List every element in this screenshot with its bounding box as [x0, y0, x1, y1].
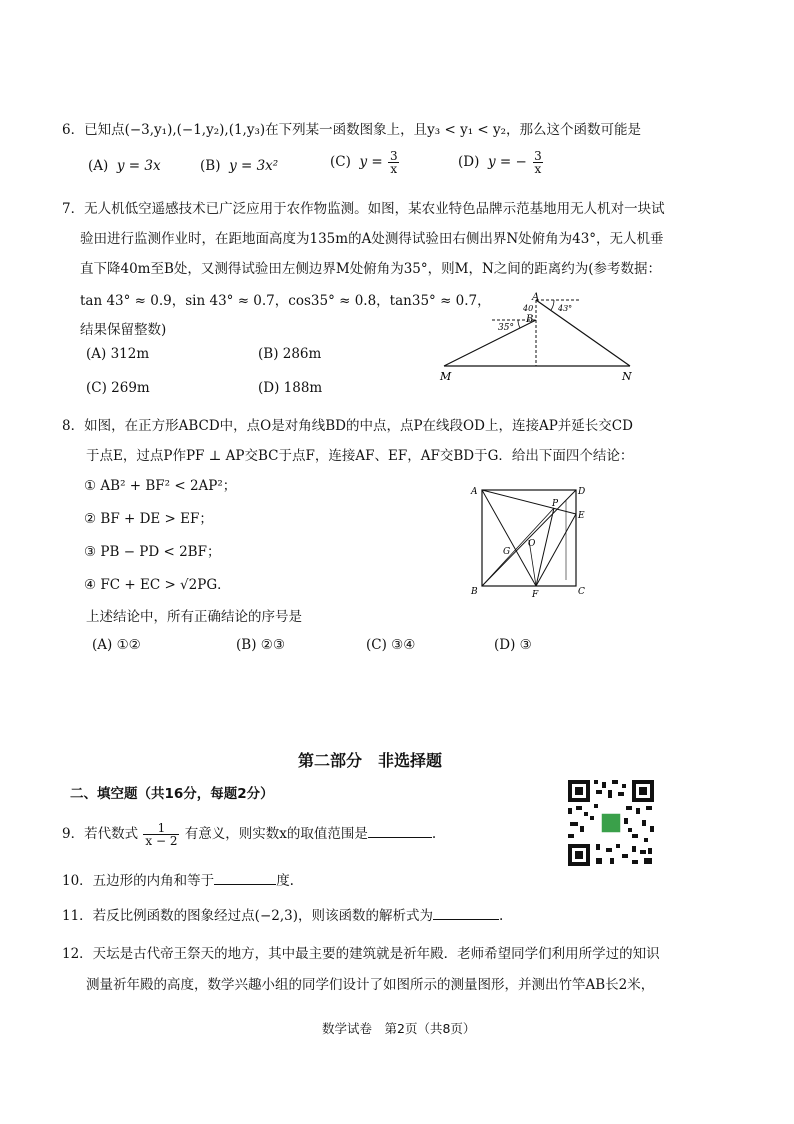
part2-title: 第二部分 非选择题 — [298, 751, 443, 770]
q7-option-d: (D) 188m — [258, 380, 323, 396]
q8-figure — [466, 480, 594, 598]
q9: 9．若代数式 $\frac{1}{x - 2}$ 有意义，则实数x的取值范围是 . — [62, 821, 437, 848]
q8-fig-label-a: A — [471, 487, 478, 497]
q6-option-a: (A) y = 3x — [88, 158, 161, 174]
q11: 11．若反比例函数的图象经过点(−2,3)，则该函数的解析式为 . — [62, 908, 504, 924]
q7-line4: tan 43° ≈ 0.9，sin 43° ≈ 0.7，cos35° ≈ 0.8，tan35° ≈ 0.7， — [80, 293, 491, 309]
q7-fig-label-n: N — [622, 370, 632, 383]
q7-fig-label-43: 43° — [558, 304, 573, 313]
q6-stem: 6．已知点(−3,y₁),(−1,y₂),(1,y₃)在下列某一函数图象上，且y₃ < y₁ < y₂，那么这个函数可能是 — [62, 122, 642, 138]
q7-fig-label-b: B — [526, 314, 534, 325]
q7-fig-label-40: 40 — [523, 304, 534, 313]
q7-fig-label-35: 35° — [498, 323, 514, 333]
q7-line5: 结果保留整数) — [80, 322, 167, 338]
q7-line3: 直下降40m至B处，又测得试验田左侧边界M处俯角为35°，则M，N之间的距离约为(参考数据： — [80, 261, 662, 277]
q8-ask: 上述结论中，所有正确结论的序号是 — [86, 609, 302, 625]
q12-line2: 测量祈年殿的高度，数学兴趣小组的同学们设计了如图所示的测量图形，并测出竹竿AB长2米， — [86, 977, 655, 993]
q8-line2: 于点E，过点P作PF ⊥ AP交BC于点F，连接AF、EF，AF交BD于G．给出下面四个结论： — [86, 448, 634, 464]
q10: 10．五边形的内角和等于 度. — [62, 873, 294, 889]
q12-line1: 12．天坛是古代帝王祭天的地方，其中最主要的建筑就是祈年殿．老师希望同学们利用所学过的知识 — [62, 946, 660, 962]
q7-figure — [430, 292, 650, 384]
q11-answer-blank[interactable] — [433, 919, 499, 920]
q8-fig-label-o: O — [528, 539, 536, 549]
q8-conclusion-4: ④ FC + EC > √2PG． — [84, 577, 231, 593]
q8-conclusion-1: ① AB² + BF² < 2AP²； — [84, 478, 237, 494]
qr-code — [566, 778, 656, 868]
q8-fig-label-d: D — [578, 487, 586, 497]
q7-fig-label-m: M — [440, 370, 452, 383]
q7-option-b: (B) 286m — [258, 346, 322, 362]
q7-line1: 7．无人机低空遥感技术已广泛应用于农作物监测。如图，某农业特色品牌示范基地用无人机对一块试 — [62, 201, 665, 217]
q6-option-c: (C) y = $\frac{3}{x}$ — [330, 149, 398, 176]
q8-fig-label-c: C — [578, 587, 585, 597]
q8-option-b: (B) ②③ — [236, 637, 285, 653]
q8-option-a: (A) ①② — [92, 637, 141, 653]
fill-section-title: 二、填空题（共16分，每题2分） — [70, 786, 274, 802]
q6-option-b: (B) y = 3x² — [200, 158, 279, 174]
q6-option-d: (D) y = − $\frac{3}{x}$ — [458, 149, 542, 176]
q8-conclusion-2: ② BF + DE > EF； — [84, 511, 213, 527]
q8-line1: 8．如图，在正方形ABCD中，点O是对角线BD的中点，点P在线段OD上，连接AP并延长交CD — [62, 418, 633, 434]
q8-fig-label-b: B — [471, 587, 478, 597]
q8-fig-label-e: E — [578, 511, 585, 521]
q7-option-a: (A) 312m — [86, 346, 150, 362]
q8-fig-label-g: G — [503, 547, 511, 557]
q7-option-c: (C) 269m — [86, 380, 150, 396]
q8-fig-label-p: P — [552, 499, 559, 509]
q9-answer-blank[interactable] — [368, 837, 432, 838]
q10-answer-blank[interactable] — [214, 884, 276, 885]
q8-option-c: (C) ③④ — [366, 637, 416, 653]
page-footer: 数学试卷 第2页（共8页） — [322, 1021, 476, 1036]
q7-line2: 验田进行监测作业时，在距地面高度为135m的A处测得试验田右侧出界N处俯角为43°，无人机垂 — [80, 231, 664, 247]
q8-option-d: (D) ③ — [494, 637, 532, 653]
q8-conclusion-3: ③ PB − PD < 2BF； — [84, 544, 221, 560]
q8-fig-label-f: F — [532, 590, 539, 598]
q7-fig-label-a: A — [532, 292, 540, 303]
